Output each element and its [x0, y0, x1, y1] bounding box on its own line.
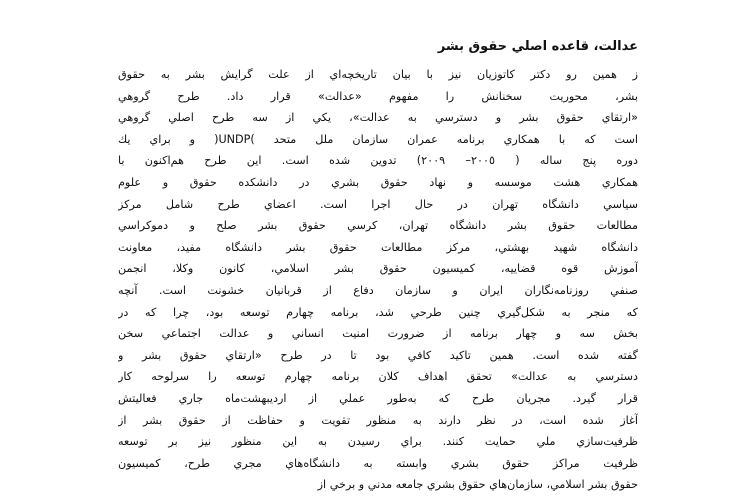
text-line: حقوق بشر اسلامي، سازمان‌هاي حقوق بشري جامعه مدني و برخي از — [317, 478, 638, 492]
article-body — [118, 64, 638, 496]
text-line: بشر، محوريت سخنانش را مفهوم «عدالت» قرار داد. طرح گروهي — [118, 89, 638, 103]
text-line: دوره پنج ساله ( ٢٠٠٥– ٢٠٠٩) تدوين شده است. اين طرح هم‌اكنون با — [118, 154, 638, 168]
text-line: است كه با همكاري برنامه عمران سازمان ملل متحد )UNDP( و براي يك — [118, 132, 638, 146]
text-line: بخش سه و چهار برنامه از ضرورت امنيت انساني و عدالت اجتماعي سخن — [118, 327, 638, 341]
text-line: كه منجر به شكل‌گيري چنين طرحي شد، برنامه چهارم توسعه بود، چرا كه در — [118, 305, 638, 319]
text-line: ظرفيت مراكز حقوق بشري وابسته به دانشگاه‌هاي مجري طرح، كميسيون — [118, 456, 638, 470]
text-line: همكاري هشت موسسه و نهاد حقوق بشري در دانشكده حقوق و علوم — [118, 175, 638, 189]
text-line: مطالعات حقوق بشر دانشگاه تهران، كرسي حقوق بشر صلح و دموكراسي — [118, 219, 638, 233]
text-line: «ارتقاي حقوق بشر و دسترسي به عدالت»، يكي از سه طرح اصلي گروهي — [118, 111, 638, 125]
text-line: آموزش قوه قضاييه، كميسيون حقوق بشر اسلامي، كانون وكلا، انجمن — [118, 262, 638, 276]
text-line: صنفي روزنامه‌نگاران ايران و سازمان دفاع از قربانيان خشونت است. آنچه — [118, 283, 638, 297]
text-line: سياسي دانشگاه تهران در حال اجرا است. اعضاي طرح شامل مركز — [118, 197, 638, 211]
text-line: قرار گيرد. مجريان طرح كه به‌طور عملي از ارديبهشت‌ماه جاري فعاليتش — [118, 391, 638, 405]
text-line: دسترسي به عدالت» تحقق اهداف كلان برنامه چهارم توسعه را سرلوحه كار — [118, 370, 638, 384]
text-line: آغاز شده است، در نظر دارند به منظور تقويت و حفاظت از حقوق بشر از — [118, 413, 638, 427]
text-line: دانشگاه شهيد بهشتي، مركز مطالعات حقوق بشر دانشگاه مفيد، معاونت — [118, 240, 638, 254]
text-line: گفته شده است. همين تاكيد كافي بود تا در طرح «ارتقاي حقوق بشر و — [118, 348, 638, 362]
text-line: ز همين رو دكتر كاتوزيان نيز با بيان تاريخچه‌اي از علت گرايش بشر به حقوق — [118, 68, 638, 81]
article-heading: عدالت، قاعده اصلي حقوق بشر — [437, 39, 638, 54]
text-line: ظرفيت‌سازي ملي حمايت كنند. براي رسيدن به اين منظور نيز بر توسعه — [118, 435, 638, 449]
